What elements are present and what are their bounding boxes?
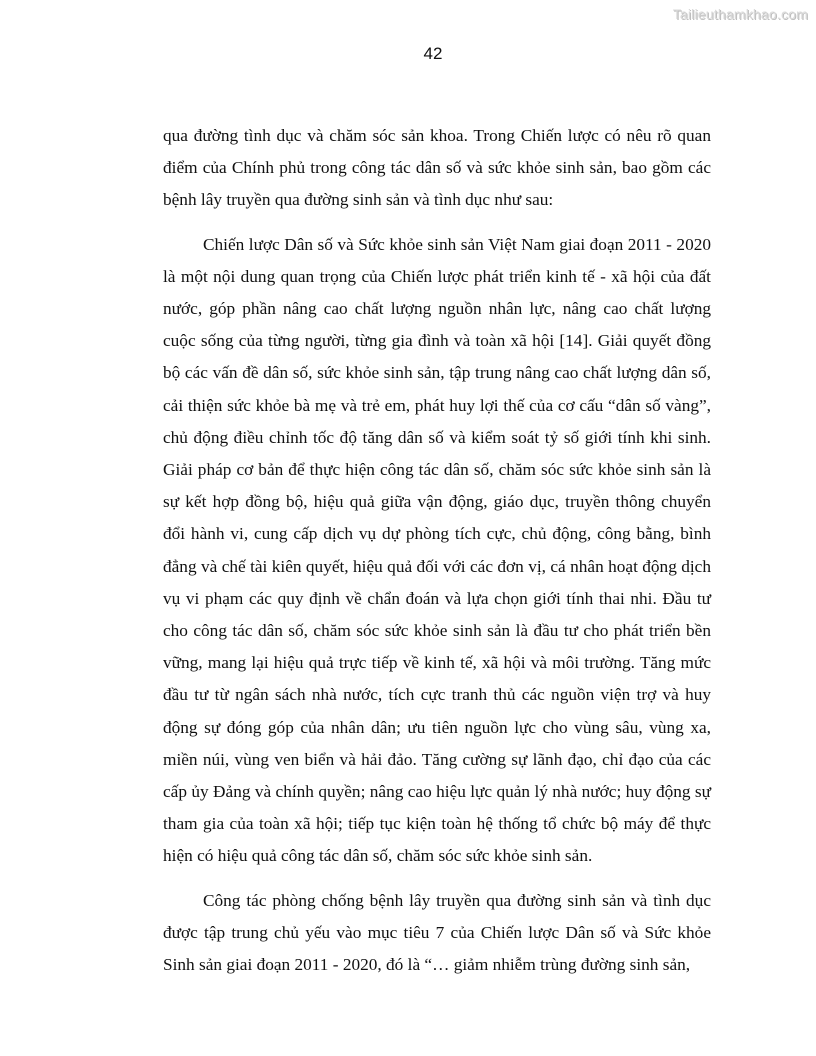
paragraph-prevention: Công tác phòng chống bệnh lây truyền qua đường sinh sản và tình dục được tập trung chủ yếu vào mục tiêu 7 của Chiến lược Dân số và Sức khỏe Sinh sản giai đoạn 2011 - 2020, đó là “… giảm nhiễm trùng đường sinh sản, <box>163 890 711 975</box>
document-body <box>163 120 711 993</box>
page-number: 42 <box>423 44 443 63</box>
watermark: Tailieuthamkhao.com <box>672 6 808 22</box>
paragraph-intro: qua đường tình dục và chăm sóc sản khoa. Trong Chiến lược có nêu rõ quan điểm của Chính phủ trong công tác dân số và sức khỏe sinh sản, bao gồm các bệnh lây truyền qua đường sinh sản và tình dục như sau: <box>163 126 711 210</box>
paragraph-strategy: Chiến lược Dân số và Sức khỏe sinh sản Việt Nam giai đoạn 2011 - 2020 là một nội dung quan trọng của Chiến lược phát triển kinh tế - xã hội của đất nước, góp phần nâng cao chất lượng nguồn nhân lực, nâng cao chất lượng cuộc sống của từng người, từng gia đình và toàn xã hội [14]. Giải quyết đồng bộ các vấn đề dân số, sức khỏe sinh sản, tập trung nâng cao chất lượng dân số, cải thiện sức khỏe bà mẹ và trẻ em, phát huy lợi thế của cơ cấu “dân số vàng”, chủ động điều chỉnh tốc độ tăng dân số và kiểm soát tỷ số giới tính khi sinh. Giải pháp cơ bản để thực hiện công tác dân số, chăm sóc sức khỏe sinh sản là sự kết hợp đồng bộ, hiệu quả giữa vận động, giáo dục, truyền thông chuyển đổi hành vi, cung cấp dịch vụ dự phòng tích cực, chủ động, công bằng, bình đẳng và chế tài kiên quyết, hiệu quả đối với các đơn vị, cá nhân hoạt động dịch vụ vi phạm các quy định về chẩn đoán và lựa chọn giới tính thai nhi. Đầu tư cho công tác dân số, chăm sóc sức khỏe sinh sản là đầu tư cho phát triển bền vững, mang lại hiệu quả trực tiếp về kinh tế, xã hội và môi trường. Tăng mức đầu tư từ ngân sách nhà nước, tích cực tranh thủ các nguồn viện trợ và huy động sự đóng góp của nhân dân; ưu tiên nguồn lực cho vùng sâu, vùng xa, miền núi, vùng ven biển và hải đảo. Tăng cường sự lãnh đạo, chỉ đạo của các cấp ủy Đảng và chính quyền; nâng cao hiệu lực quản lý nhà nước; huy động sự tham gia của toàn xã hội; tiếp tục kiện toàn hệ thống tổ chức bộ máy để thực hiện có hiệu quả công tác dân số, chăm sóc sức khỏe sinh sản. <box>163 234 711 866</box>
